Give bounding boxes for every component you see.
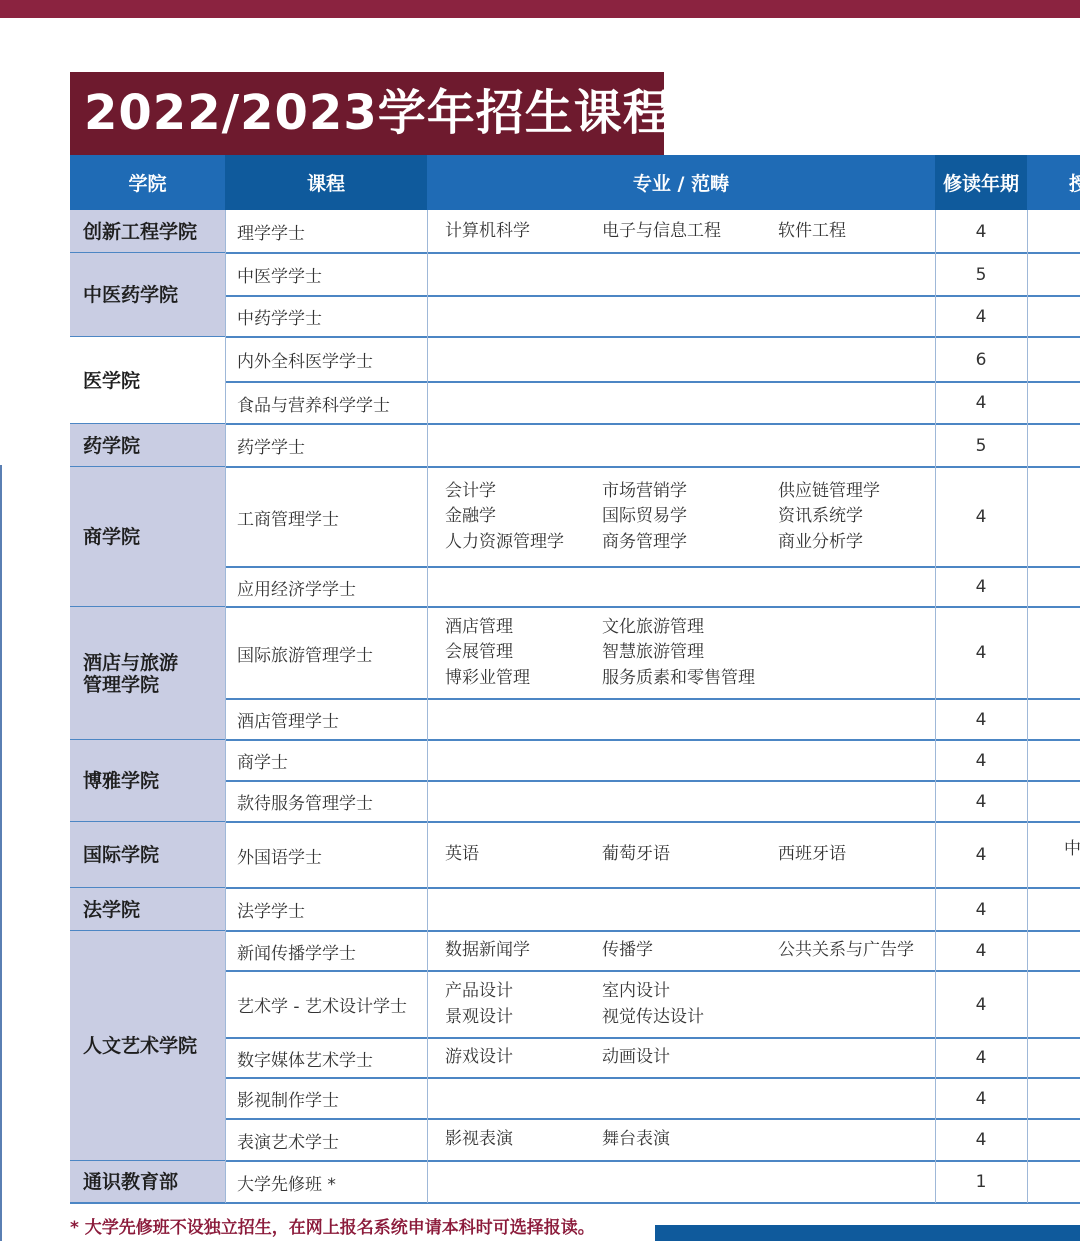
column-divider bbox=[427, 210, 428, 1203]
program-name: 中药学学士 bbox=[237, 309, 322, 329]
duration-years: 4 bbox=[975, 709, 987, 730]
major-item: 室内设计 bbox=[602, 981, 670, 1001]
major-item: 博彩业管理 bbox=[445, 667, 530, 688]
major-item: 葡萄牙语 bbox=[602, 844, 670, 865]
school-name: 通识教育部 bbox=[70, 1161, 225, 1203]
program-name: 理学学士 bbox=[237, 224, 305, 244]
duration-years: 6 bbox=[975, 349, 987, 370]
school-name: 商学院 bbox=[70, 467, 225, 607]
program-name: 艺术学 - 艺术设计学士 bbox=[237, 997, 407, 1017]
major-item: 商务管理学 bbox=[602, 531, 687, 552]
duration-years: 4 bbox=[975, 750, 987, 771]
row-divider bbox=[225, 1037, 1080, 1039]
major-item: 服务质素和零售管理 bbox=[602, 667, 755, 688]
school-name: 国际学院 bbox=[70, 822, 225, 888]
duration-years: 4 bbox=[975, 845, 987, 865]
major-item: 公共关系与广告学 bbox=[778, 940, 914, 961]
duration-years: 5 bbox=[975, 435, 987, 456]
program-name: 数字媒体艺术学士 bbox=[237, 1050, 373, 1071]
program-name: 款待服务管理学士 bbox=[237, 794, 373, 814]
major-item: 数据新闻学 bbox=[445, 940, 530, 961]
row-divider bbox=[225, 1077, 1080, 1079]
column-divider bbox=[1027, 210, 1028, 1203]
cropped-edge-text: 中 bbox=[1064, 839, 1081, 859]
duration-years: 4 bbox=[975, 393, 987, 413]
major-item: 软件工程 bbox=[778, 220, 846, 241]
left-edge-line bbox=[0, 465, 2, 1241]
major-item: 西班牙语 bbox=[778, 844, 846, 865]
duration-years: 5 bbox=[975, 264, 987, 285]
major-item: 智慧旅游管理 bbox=[602, 642, 704, 663]
row-divider bbox=[225, 970, 1080, 972]
top-accent-bar bbox=[0, 0, 1080, 18]
program-name: 药学学士 bbox=[237, 438, 305, 458]
major-item: 英语 bbox=[445, 844, 479, 865]
program-name: 工商管理学士 bbox=[237, 509, 339, 530]
major-item: 视觉传达设计 bbox=[602, 1006, 704, 1027]
major-item: 传播学 bbox=[602, 940, 653, 961]
row-divider bbox=[225, 780, 1080, 782]
major-item: 景观设计 bbox=[445, 1006, 513, 1027]
program-name: 法学学士 bbox=[237, 902, 305, 922]
major-item: 资讯系统学 bbox=[778, 506, 863, 527]
group-divider bbox=[70, 1202, 1080, 1204]
duration-years: 1 bbox=[975, 1172, 987, 1192]
program-name: 大学先修班 * bbox=[237, 1174, 336, 1195]
duration-years: 4 bbox=[975, 791, 987, 812]
program-name: 影视制作学士 bbox=[237, 1091, 339, 1111]
row-divider bbox=[225, 698, 1080, 700]
school-name: 药学院 bbox=[70, 424, 225, 467]
major-item: 会展管理 bbox=[445, 642, 513, 663]
row-divider bbox=[225, 295, 1080, 297]
program-name: 应用经济学学士 bbox=[237, 579, 356, 600]
major-item: 文化旅游管理 bbox=[602, 616, 704, 637]
row-divider bbox=[225, 381, 1080, 383]
major-item: 会计学 bbox=[445, 480, 496, 501]
major-item: 金融学 bbox=[445, 506, 496, 527]
header-majors: 专业 / 范畴 bbox=[427, 155, 935, 210]
program-name: 内外全科医学学士 bbox=[237, 352, 373, 372]
row-divider bbox=[225, 566, 1080, 568]
major-item: 产品设计 bbox=[445, 981, 513, 1001]
program-name: 商学士 bbox=[237, 753, 288, 773]
major-item: 国际贸易学 bbox=[602, 506, 687, 527]
school-name: 酒店与旅游管理学院 bbox=[70, 607, 225, 740]
major-item: 供应链管理学 bbox=[778, 480, 880, 501]
major-item: 舞台表演 bbox=[602, 1129, 670, 1150]
column-divider bbox=[935, 210, 936, 1203]
school-name: 法学院 bbox=[70, 888, 225, 931]
major-item: 影视表演 bbox=[445, 1129, 513, 1150]
school-name: 中医药学院 bbox=[70, 253, 225, 337]
duration-years: 4 bbox=[975, 221, 987, 242]
duration-years: 4 bbox=[975, 941, 987, 961]
major-item: 游戏设计 bbox=[445, 1047, 513, 1068]
duration-years: 4 bbox=[975, 1088, 987, 1109]
major-item: 商业分析学 bbox=[778, 531, 863, 552]
header-program: 课程 bbox=[225, 155, 427, 210]
duration-years: 4 bbox=[975, 1130, 987, 1150]
school-name: 博雅学院 bbox=[70, 740, 225, 822]
duration-years: 4 bbox=[975, 507, 987, 527]
school-name: 人文艺术学院 bbox=[70, 931, 225, 1161]
bottom-blue-bar bbox=[655, 1225, 1080, 1241]
page-title: 2022/2023学年招生课程 bbox=[70, 72, 664, 155]
major-item: 酒店管理 bbox=[445, 616, 513, 637]
program-name: 中医学学士 bbox=[237, 267, 322, 287]
header-years: 修读年期 bbox=[935, 155, 1027, 210]
duration-years: 4 bbox=[975, 643, 987, 663]
program-name: 新闻传播学学士 bbox=[237, 943, 356, 964]
duration-years: 4 bbox=[975, 306, 987, 327]
program-name: 外国语学士 bbox=[237, 847, 322, 868]
school-name: 创新工程学院 bbox=[70, 210, 225, 253]
major-item: 动画设计 bbox=[602, 1047, 670, 1068]
header-school: 学院 bbox=[70, 155, 225, 210]
duration-years: 4 bbox=[975, 577, 987, 597]
row-divider bbox=[225, 1118, 1080, 1120]
major-item: 人力资源管理学 bbox=[445, 531, 564, 552]
major-item: 计算机科学 bbox=[445, 220, 530, 241]
footnote: * 大学先修班不设独立招生，在网上报名系统申请本科时可选择报读。 bbox=[70, 1218, 595, 1238]
major-item: 电子与信息工程 bbox=[602, 220, 721, 241]
program-name: 表演艺术学士 bbox=[237, 1132, 339, 1153]
column-divider bbox=[225, 210, 226, 1203]
program-name: 食品与营养科学学士 bbox=[237, 395, 390, 416]
duration-years: 4 bbox=[975, 1048, 987, 1068]
program-name: 酒店管理学士 bbox=[237, 712, 339, 732]
duration-years: 4 bbox=[975, 899, 987, 920]
header-language-partial: 授 bbox=[1027, 155, 1080, 210]
school-name: 医学院 bbox=[70, 337, 225, 424]
major-item: 市场营销学 bbox=[602, 480, 687, 501]
duration-years: 4 bbox=[975, 994, 987, 1015]
program-name: 国际旅游管理学士 bbox=[237, 645, 373, 666]
